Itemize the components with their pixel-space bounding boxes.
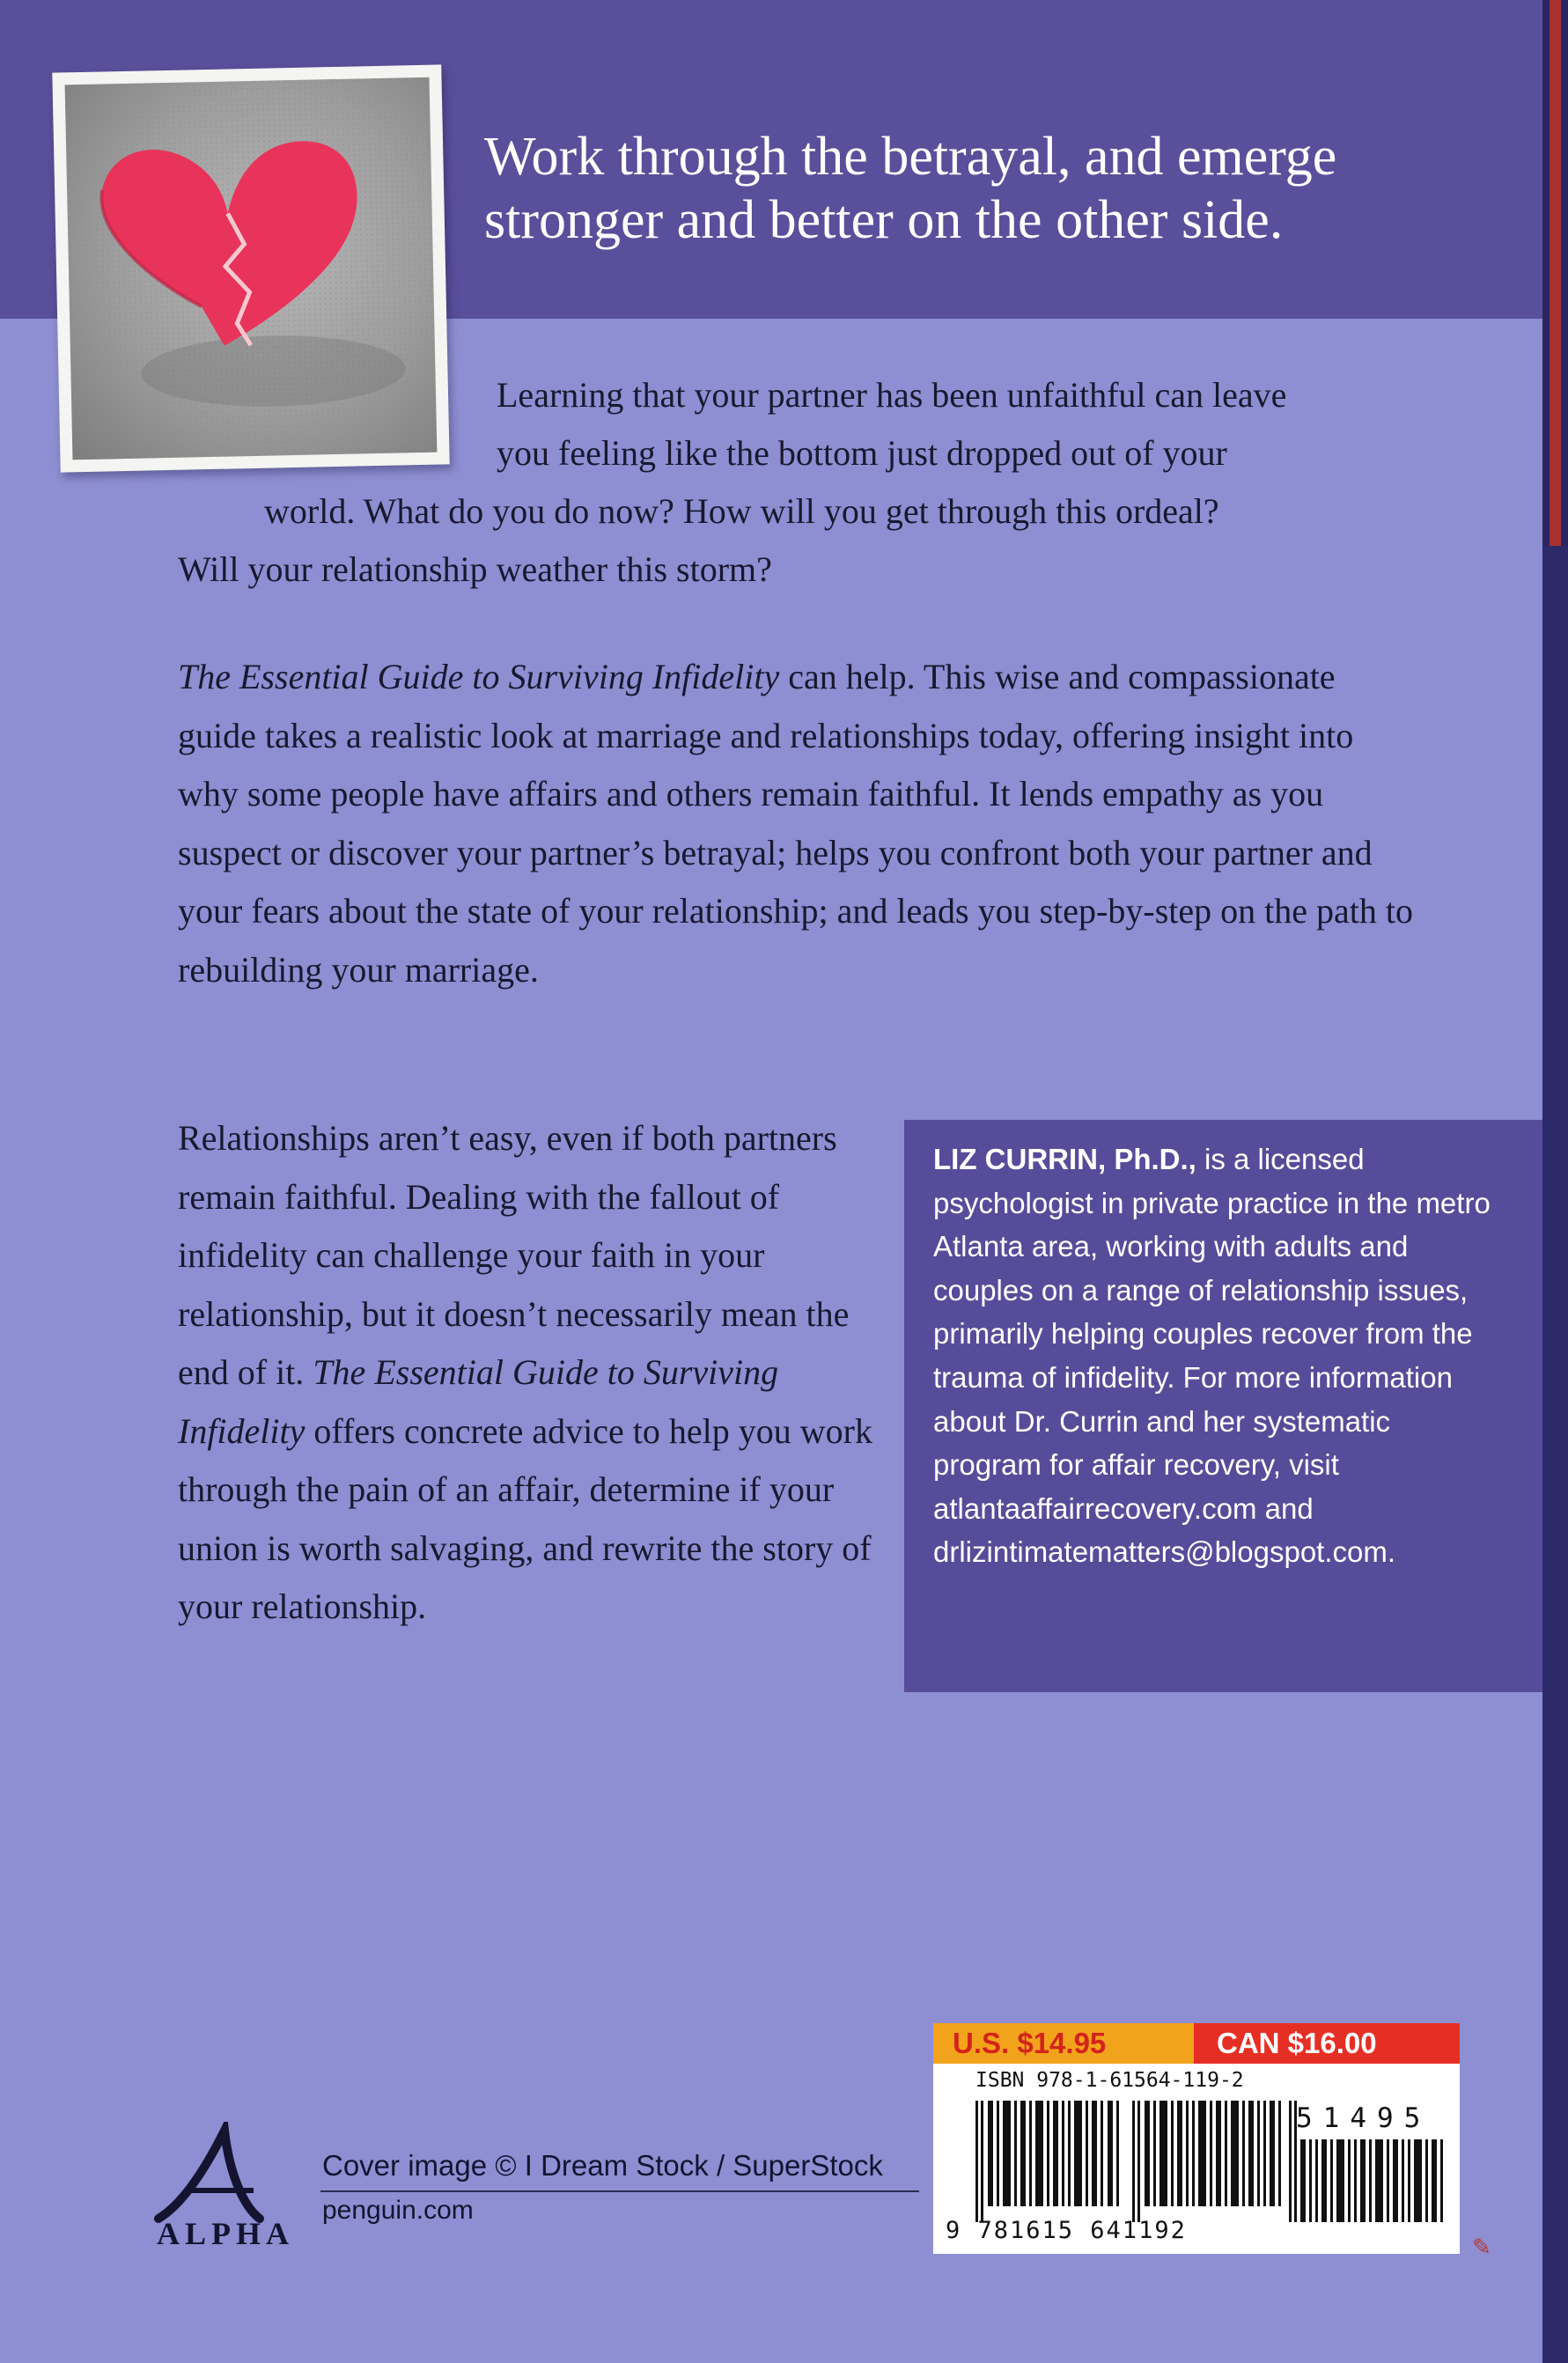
barcode-card [933,2023,1460,2254]
intro-line-2: you feeling like the bottom just dropped out of your [497,433,1227,473]
cover-credit: Cover image © I Dream Stock / SuperStock [322,2149,883,2182]
tagline: Work through the betrayal, and emerge stronger and better on the other side. [484,127,1337,250]
broken-heart-image [65,77,438,460]
credit-divider [320,2190,919,2192]
intro-line-1: Learning that your partner has been unfaithful can leave [497,375,1287,415]
intro-line-3: world. What do you do now? How will you get through this ordeal? [264,491,1219,531]
spine-red-stripe [1550,0,1561,546]
author-bio [933,1137,1497,1574]
spine-dark-stripe [1542,546,1568,2363]
price-can: CAN $16.00 [1194,2023,1460,2064]
book-title: The Essential Guide to Surviving Infidelity [178,657,780,696]
advice-paragraph [178,1109,900,1637]
description-text: can help. This wise and compassionate guide takes a realistic look at marriage and relationships today, offering insight into why some people have affairs and others remain faithful. It lends empathy as you suspect or discover your partner’s betrayal; helps you confront both your partner and your fears about the state of your relationship; and leads you step-by-step on the path to rebuilding your marriage. [178,657,1413,990]
addon-digits: 51495 [1296,2102,1432,2134]
isbn-label: ISBN 978-1-61564-119-2 [975,2069,1244,2092]
advice-text-before: Relationships aren’t easy, even if both partners remain faithful. Dealing with the fallout of infidelity can challenge your faith in your relationship, but it doesn’t necessarily mean the end of it. [178,1118,850,1392]
description-paragraph [178,648,1419,999]
intro-line-4: Will your relationship weather this storm? [178,549,772,589]
advice-text-after: offers concrete advice to help you work through the pain of an affair, determine if your union is worth salvaging, and rewrite the story of your relationship. [178,1410,872,1626]
barcode-digits: 9 781615 641192 [946,2217,1187,2244]
barcode-icon [975,2101,1306,2222]
author-name: LIZ CURRIN, Ph.D., [933,1143,1196,1175]
publisher-site: penguin.com [322,2196,474,2225]
cover-photo [52,64,449,472]
broken-heart-icon [65,77,438,460]
publisher-name: ALPHA [157,2216,294,2251]
author-bio-text: is a licensed psychologist in private practice in the metro Atlanta area, working with adults and couples on a range of relationship issues, primarily helping couples recover from the trauma of infidelity. For more information about Dr. Currin and her systematic program for affair recovery, visit atlantaaffairrecovery.com and drlizintimatematters@blogspot.com. [933,1143,1491,1569]
addon-barcode-icon [1294,2139,1446,2222]
book-title: The Essential Guide to Surviving Infidelity [178,1352,779,1451]
sticker-mark-icon: ✎ [1472,2234,1491,2261]
price-us: U.S. $14.95 [933,2023,1194,2064]
